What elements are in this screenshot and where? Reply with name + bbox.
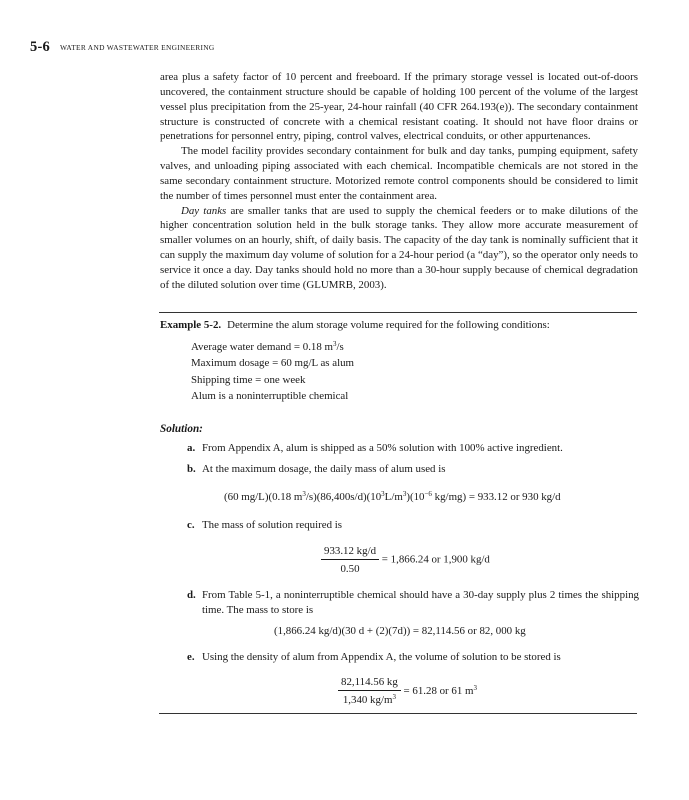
fraction-numerator: 933.12 kg/d — [321, 545, 379, 560]
fraction-numerator: 82,114.56 kg — [338, 676, 401, 691]
example-label: Example 5-2. — [160, 319, 222, 331]
example-conditions — [191, 339, 354, 405]
example-bottom-rule — [159, 713, 637, 714]
step-e-text: Using the density of alum from Appendix A, the volume of solution to be stored is — [202, 651, 561, 663]
step-b-text: At the maximum dosage, the daily mass of alum used is — [202, 463, 446, 475]
step-e-label: e. — [187, 651, 195, 663]
step-d-label: d. — [187, 589, 196, 601]
example-question: Determine the alum storage volume required for the following conditions: — [227, 319, 550, 331]
condition-shipping-time: Shipping time = one week — [191, 373, 306, 386]
solution-step-a — [187, 441, 639, 456]
solution-step-b — [187, 462, 639, 477]
paragraph-model-facility: The model facility provides secondary containment for bulk and day tanks, pumping equipment, safety valves, and unloading piping associated with each chemical. Incompatible chemicals are not stored in the same secondary containment structure. Motorized remote control components should be considered to limit the number of times personnel must enter the containment area. — [160, 145, 638, 202]
step-a-text: From Appendix A, alum is shipped as a 50% solution with 100% active ingredient. — [202, 442, 563, 454]
equation-result: = 61.28 or 61 $m^3$ — [403, 683, 477, 697]
equation-mass-to-store: (1,866.24 kg/d)(30 d + (2)(7d)) = 82,114.56 or 82, 000 kg — [274, 625, 526, 637]
page-number: 5-6 — [30, 39, 50, 55]
example-top-rule — [159, 312, 637, 313]
fraction-denominator: 1,340 $kg/m^3$ — [342, 693, 396, 706]
equation-volume — [338, 676, 477, 706]
step-a-label: a. — [187, 442, 196, 454]
fraction-volume — [338, 676, 401, 706]
running-title: WATER AND WASTEWATER ENGINEERING — [59, 43, 215, 52]
solution-step-c — [187, 518, 639, 533]
example-statement — [160, 318, 638, 333]
equation-daily-mass: (60 mg/L)(0.18 $m^3/s)(86,400s/d)(10^3L/m^3)(10^{-6}$ kg/mg) = 933.12 or 930 kg/d — [224, 490, 561, 503]
fraction-solution-mass — [321, 545, 379, 575]
equation-result: = 1,866.24 or 1,900 kg/d — [381, 553, 490, 566]
condition-noninterruptible: Alum is a noninterruptible chemical — [191, 390, 349, 403]
step-c-label: c. — [187, 519, 195, 531]
term-day-tanks: Day tanks — [181, 204, 227, 217]
solution-step-d — [187, 588, 639, 617]
body-text — [160, 70, 638, 293]
day-tanks-text: are smaller tanks that are used to supply the chemical feeders or to make dilutions of the higher concentration solution held in the bulk storage tanks. They allow more accurate measurement of smaller volumes on an hourly, shift, of daily basis. The capacity of the day tank is nominally sufficient that it can supply the maximum day volume of solution for a 24-hour period (a “day”), so the operator only needs to service it once a day. Day tanks should hold no more than a 30-hour supply because of chemical degradation of the diluted solution over time (GLUMRB, 2003). — [160, 204, 639, 291]
running-header — [30, 38, 215, 56]
solution-step-e — [187, 650, 639, 665]
condition-max-dosage: Maximum dosage = 60 mg/L as alum — [191, 357, 355, 370]
step-d-text: From Table 5-1, a noninterruptible chemical should have a 30-day supply plus 2 times the shipping time. The mass to store is — [202, 589, 639, 616]
condition-water-demand: Average water demand = 0.18 $m^3/s$ — [191, 340, 344, 353]
paragraph-containment: area plus a safety factor of 10 percent and freeboard. If the primary storage vessel is located out-of-doors uncovered, the containment structure should be capable of holding 100 percent of the volume of the largest vessel plus precipitation from the 25-year, 24-hour rainfall (40 CFR 264.193(e)). The secondary containment structure is constructed of concrete with a chemical resistant coating. It should not have floor drains or penetrations for personnel entry, piping, control valves, electrical conduits, or other appurtenances. — [160, 71, 638, 143]
equation-solution-mass — [321, 545, 490, 575]
fraction-denominator: 0.50 — [340, 563, 360, 575]
solution-heading: Solution: — [160, 423, 203, 435]
step-b-label: b. — [187, 463, 196, 475]
step-c-text: The mass of solution required is — [202, 519, 343, 531]
paragraph-day-tanks — [160, 204, 638, 293]
